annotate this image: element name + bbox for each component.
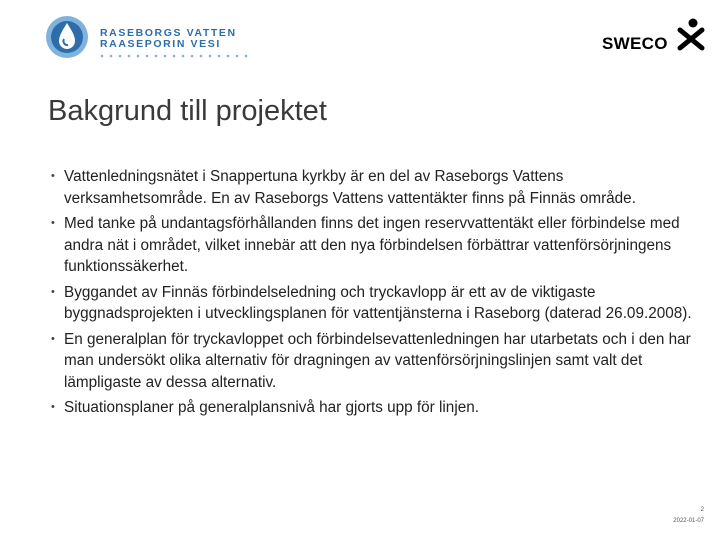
bullet-text: En generalplan för tryckavloppet och förbindelsevattenledningen har utarbetats och i den har man undersökt olika alternativ för dragningen av vattenförsörjningslinjen samt valt det lämpligaste av dessa alternativ. — [64, 330, 691, 391]
logo-wordmark — [100, 28, 237, 50]
bullet-item — [48, 282, 708, 325]
bullet-item — [48, 329, 708, 394]
bullet-item — [48, 397, 708, 419]
bullet-text: Situationsplaner på generalplansnivå har gjorts upp för linjen. — [64, 399, 479, 416]
bullet-dot: • — [51, 285, 55, 298]
sweco-logo — [602, 18, 706, 54]
slide-date: 2022-01-07 — [673, 518, 704, 524]
sweco-wordmark: SWECO — [602, 34, 668, 53]
raseborgs-vatten-logo — [44, 14, 244, 60]
page-number: 2 — [700, 507, 704, 513]
bullet-item — [48, 213, 708, 278]
bullet-dot: • — [51, 217, 55, 229]
sweco-figure-icon — [676, 18, 706, 52]
logo-line-swedish: RASEBORGS VATTEN — [100, 27, 237, 39]
bullet-dot: • — [51, 401, 55, 413]
logo-line-finnish: RAASEPORIN VESI — [100, 38, 221, 50]
water-drop-icon — [44, 14, 90, 60]
bullet-dot: • — [51, 332, 55, 345]
bullet-text: Med tanke på undantagsförhållanden finns det ingen reservvattentäkt eller förbindelse med andra nät i området, vilket innebär att den nya förbindelsen förbättrar vattenförsörjningens funktionssäkerhet. — [64, 215, 680, 275]
bullet-text: Vattenledningsnätet i Snappertuna kyrkby är en del av Raseborgs Vattens verksamhetsområde. En av Raseborgs Vattens vattentäkter finns på Finnäs område. — [64, 168, 636, 207]
logo-dot-row — [100, 54, 252, 58]
slide-title: Bakgrund till projektet — [48, 95, 327, 127]
bullet-dot: • — [51, 170, 55, 182]
bullet-text: Byggandet av Finnäs förbindelseledning och tryckavlopp är ett av de viktigaste byggnadsprojekten i utvecklingsplanen för vattentjänsterna i Raseborg (daterad 26.09.2008). — [64, 283, 692, 322]
bullet-item — [48, 166, 708, 209]
bullet-list — [48, 166, 708, 423]
